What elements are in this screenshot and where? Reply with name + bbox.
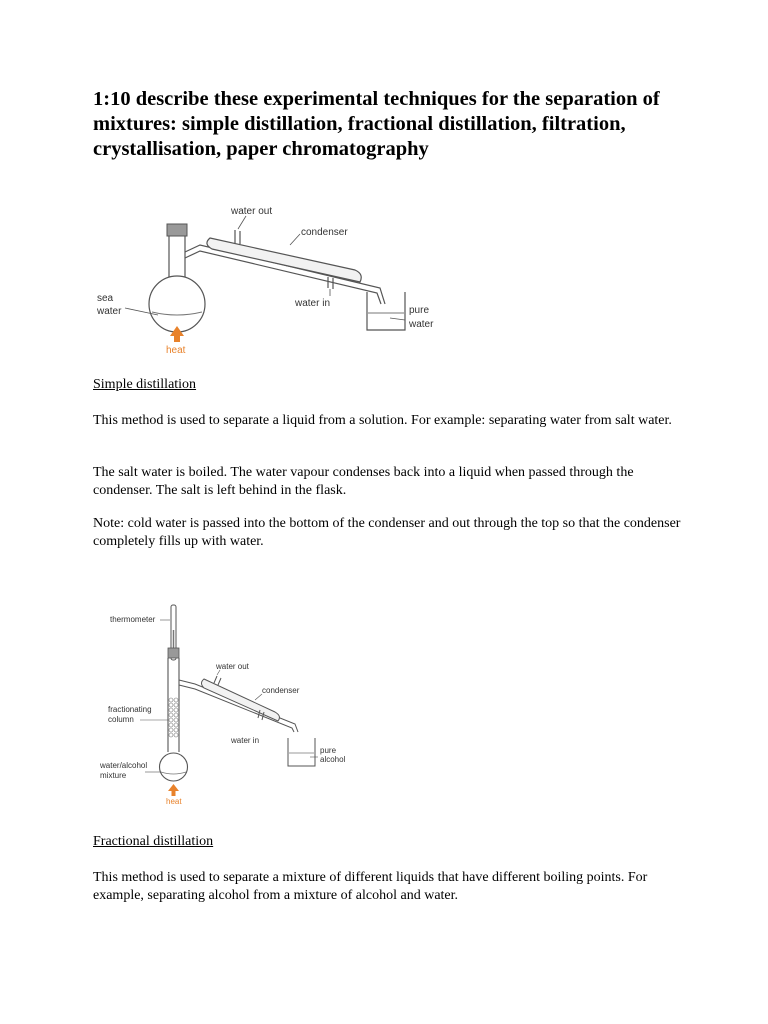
beaker (367, 292, 405, 330)
label-sea-water: water (97, 306, 122, 317)
label-pure: pure (320, 746, 337, 755)
round-bottom-flask (149, 276, 205, 332)
label-water-in: water in (231, 736, 260, 745)
label-water-out: water out (231, 206, 273, 217)
heat-arrow-icon (168, 784, 179, 796)
round-bottom-flask (160, 753, 188, 781)
label-water-out: water out (216, 662, 249, 671)
label-condenser: condenser (262, 686, 300, 695)
simple-paragraph-3: Note: cold water is passed into the bottom of the condenser and out through the top so that the condenser completely fills up with water. (93, 516, 681, 549)
label-mixture-2: mixture (100, 771, 127, 780)
label-pure-water: water (409, 319, 434, 330)
stopper (167, 224, 187, 236)
heading-fractional-distillation: Fractional distillation (93, 834, 214, 849)
label-fractionating: fractionating (108, 705, 152, 714)
fractional-distillation-diagram (100, 600, 360, 810)
simple-paragraph-1: This method is used to separate a liquid from a solution. For example: separating water from salt water. (93, 413, 672, 428)
heading-simple-distillation: Simple distillation (93, 377, 197, 392)
label-water-in: water in (295, 298, 331, 309)
label-heat: heat (166, 797, 182, 806)
label-column: column (108, 715, 134, 724)
label-sea: sea (97, 293, 114, 304)
label-heat: heat (166, 345, 186, 356)
label-thermometer: thermometer (110, 615, 156, 624)
simple-distillation-diagram (90, 200, 450, 365)
label-pure: pure (409, 305, 430, 316)
beaker (288, 738, 315, 766)
label-alcohol: alcohol (320, 755, 346, 764)
label-condenser: condenser (301, 227, 348, 238)
fractionating-column (168, 658, 179, 752)
page-title: 1:10 describe these experimental techniques for the separation of mixtures: simple distillation, fractional distillation, filtration, crystallisation, paper chromatography (93, 88, 660, 160)
fractional-paragraph-1: This method is used to separate a mixture of different liquids that have different boiling points. For example, separating alcohol from a mixture of alcohol and water. (93, 870, 648, 903)
simple-paragraph-2: The salt water is boiled. The water vapour condenses back into a liquid when passed through the condenser. The salt is left behind in the flask. (93, 465, 634, 498)
label-mixture-1: water/alcohol (100, 761, 148, 770)
condenser (207, 238, 361, 282)
